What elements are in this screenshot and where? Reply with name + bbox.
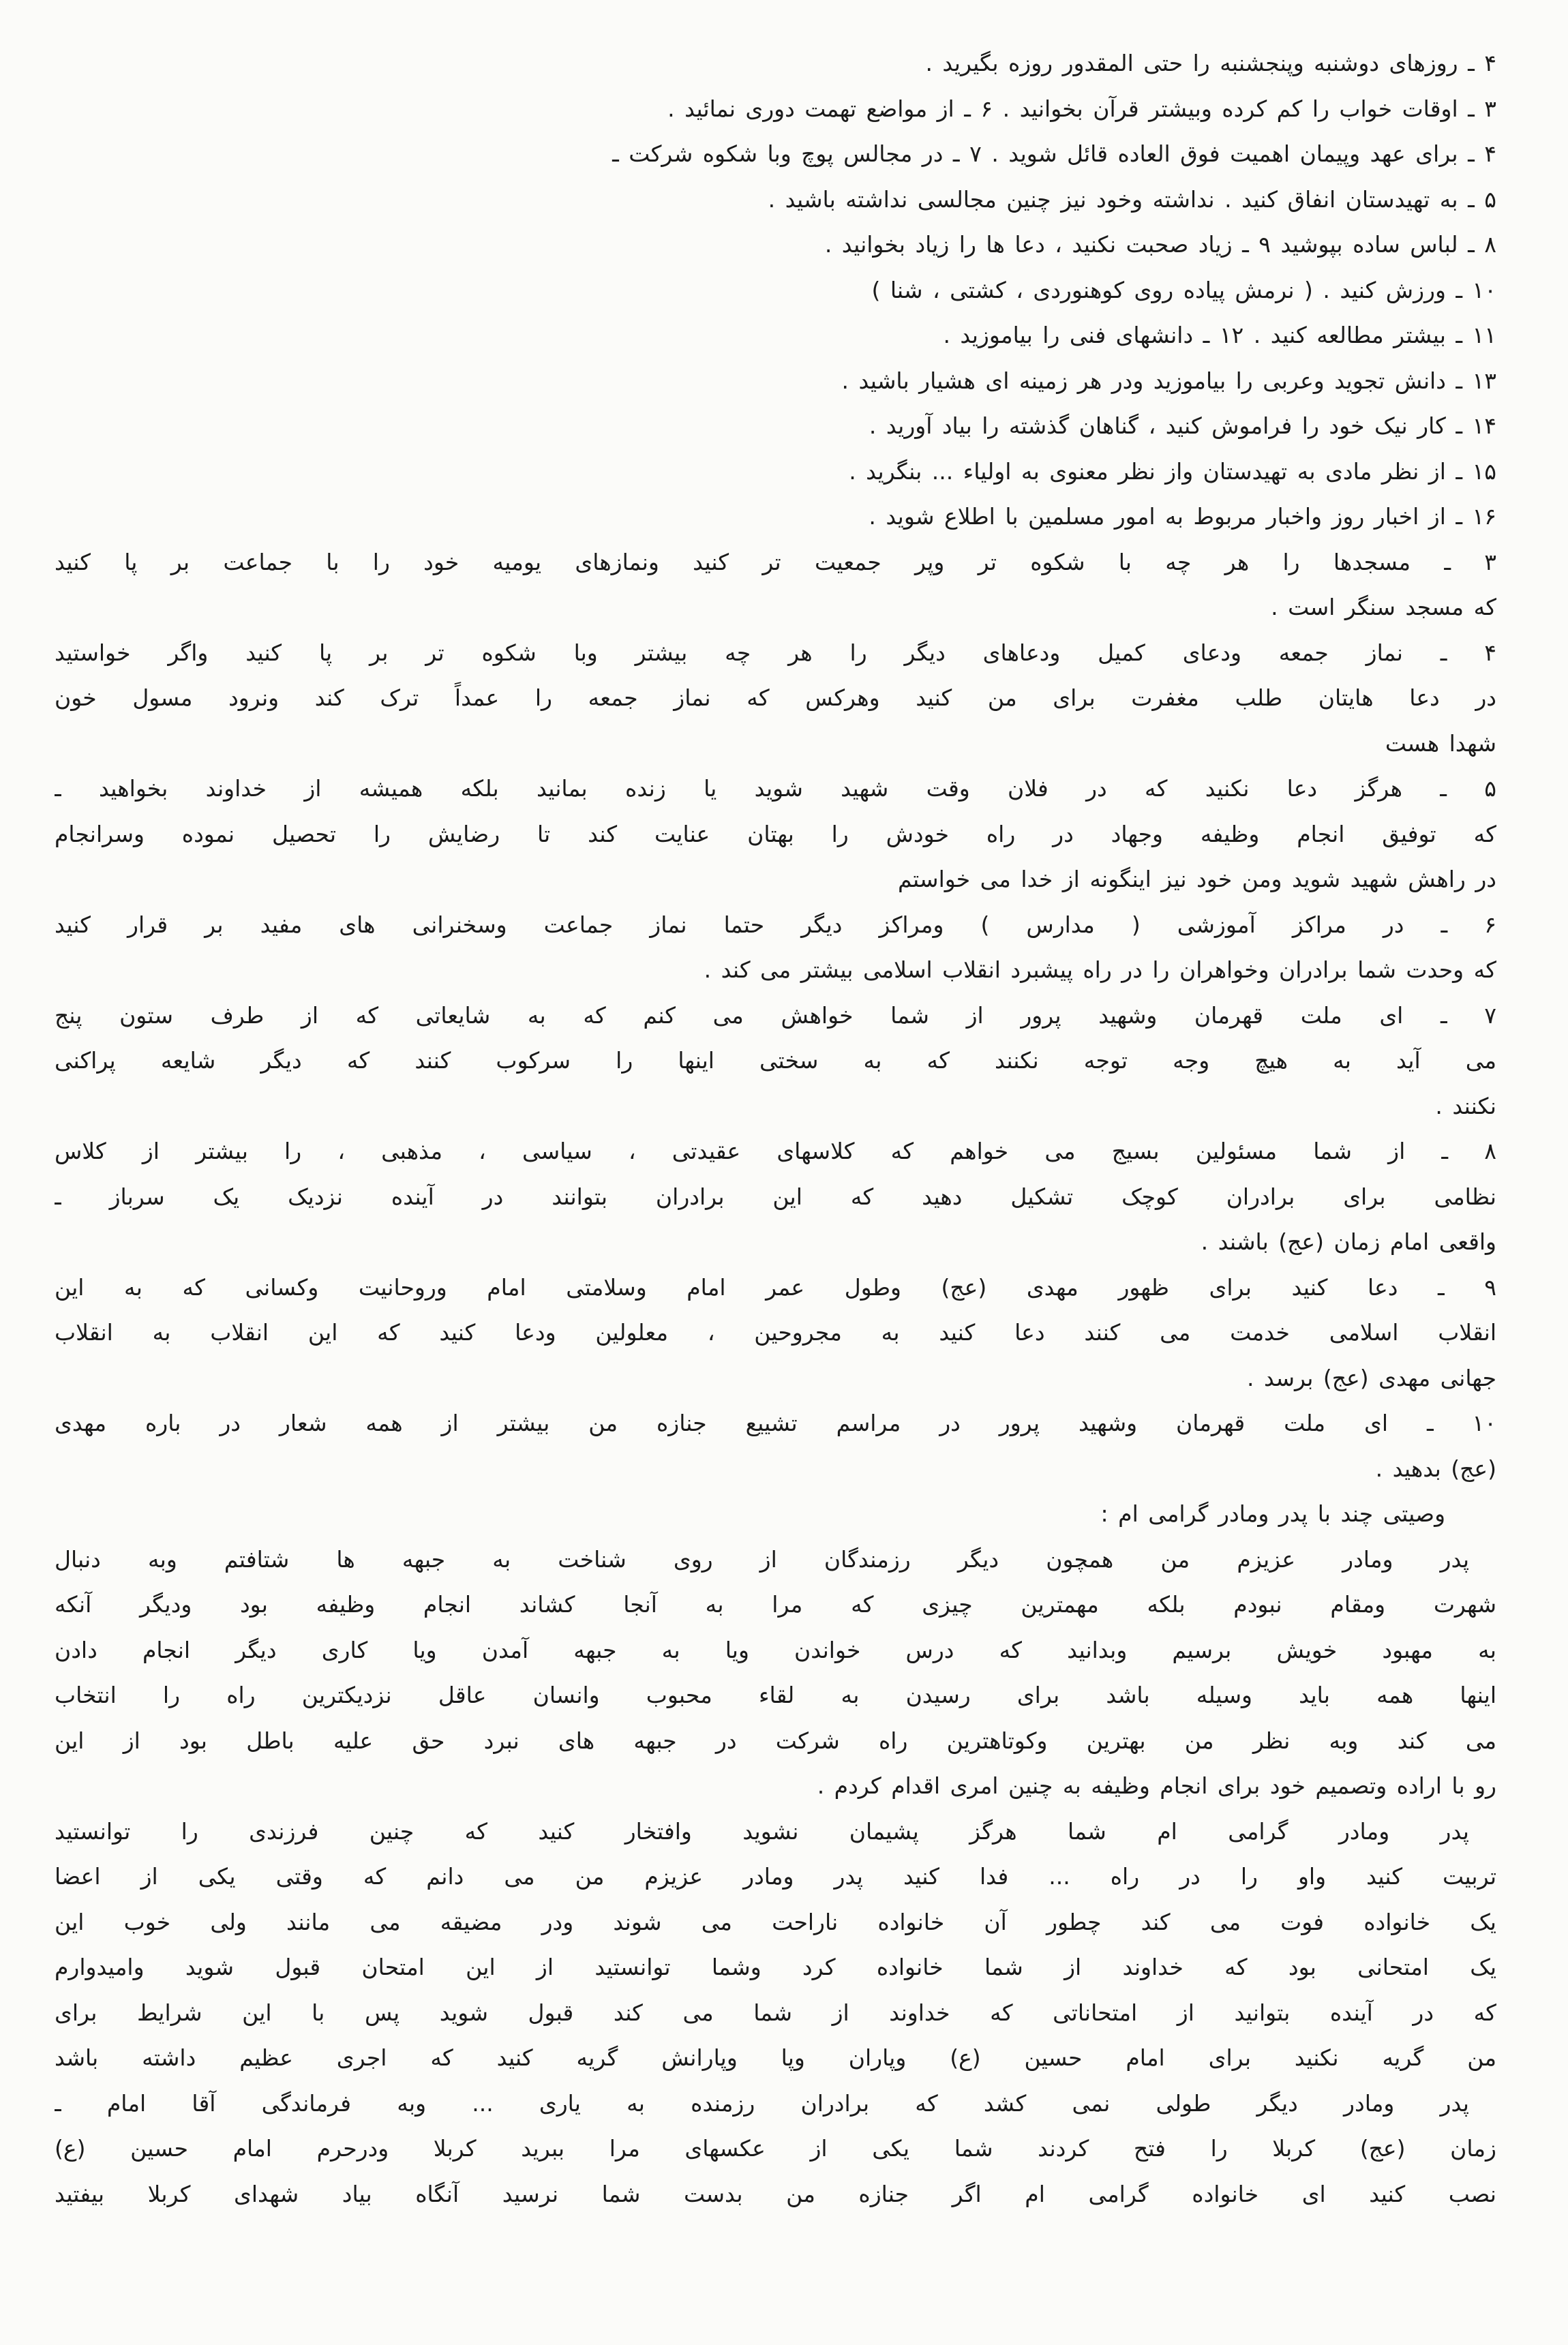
section-heading: وصیتی چند با پدر ومادر گرامی ام : [1100,1500,1445,1527]
text-line: ۵ ـ به تهیدستان انفاق کنید . نداشته وخود نیز چنین مجالسی نداشته باشید . [768,185,1496,213]
text-line: (عج) بدهید . [1375,1455,1496,1482]
text-line: در راهش شهید شوید ومن خود نیز اینگونه از خدا می خواستم [898,866,1496,892]
document-body [55,41,1496,2217]
text-line: ۱۰ ـ ورزش کنید . ( نرمش پیاده روی کوهنوردی ، کشتی ، شنا ) [871,276,1496,303]
text-line: ۱۵ ـ از نظر مادی به تهیدستان واز نظر معنوی به اولیاء ... بنگرید . [849,457,1496,485]
text-line: یک خانواده فوت می کند چطور آن خانواده ناراحت می شوند ودر مضیقه می مانند ولی خوب این [55,1908,1496,1935]
text-line: نظامی برای برادران کوچک تشکیل دهید که این برادران بتوانند در آینده نزدیک یک سرباز ـ [55,1183,1496,1210]
text-line: ۱۳ ـ دانش تجوید وعربی را بیاموزید ودر هر زمینه ای هشیار باشید . [841,367,1496,394]
text-line: به مهبود خویش برسیم وبدانید که درس خواندن ویا به جبهه آمدن ویا کاری دیگر انجام دادن [55,1636,1496,1663]
text-line: یک امتحانی بود که خداوند از شما خانواده کرد وشما توانستید از این امتحان قبول شوید وامیدوارم [55,1954,1496,1980]
text-line: ۱۱ ـ بیشتر مطالعه کنید . ۱۲ ـ دانشهای فنی را بیاموزید . [943,322,1496,348]
text-line: ۵ ـ هرگز دعا نکنید که در فلان وقت شهید شوید یا زنده بمانید بلکه همیشه از خداوند بخواهید ـ [55,775,1496,802]
text-line: که مسجد سنگر است . [1271,594,1496,620]
text-line: ۸ ـ لباس ساده بپوشید ۹ ـ زیاد صحبت نکنید ، دعا ها را زیاد بخوانید . [824,231,1496,258]
text-line: ۱۶ ـ از اخبار روز واخبار مربوط به امور مسلمین با اطلاع شوید . [869,503,1496,530]
text-line: اینها همه باید وسیله باشد برای رسیدن به لقاء محبوب وانسان عاقل نزدیکترین راه را انتخاب [55,1682,1496,1708]
text-line: نصب کنید ای خانواده گرامی ام اگر جنازه من بدست شما نرسید آنگاه بیاد شهدای کربلا بیفتید [55,2180,1496,2207]
text-line: پدر ومادر گرامی ام شما هرگز پشیمان نشوید وافتخار کنید که چنین فرزندی را توانستید [55,1817,1469,1845]
text-line: ۱۴ ـ کار نیک خود را فراموش کنید ، گناهان گذشته را بیاد آورید . [869,412,1496,439]
text-line: پدر ومادر عزیزم من همچون دیگر رزمندگان از روی شناخت به جبهه ها شتافتم وبه دنبال [55,1545,1469,1573]
text-line: جهانی مهدی (عج) برسد . [1247,1364,1496,1391]
text-line: که در آینده بتوانید از امتحاناتی که خداوند از شما می کند قبول شوید پس با این شرایط برای [55,1999,1496,2026]
text-line: شهرت ومقام نبودم بلکه مهمترین چیزی که مرا به آنجا کشاند انجام وظیفه بود ودیگر آنکه [55,1591,1496,1618]
text-line: زمان (عج) کربلا را فتح کردند شما یکی از عکسهای مرا ببرید کربلا ودرحرم امام حسین (ع) [55,2135,1496,2162]
text-line: ۹ ـ دعا کنید برای ظهور مهدی (عج) وطول عمر امام وسلامتی امام وروحانیت وکسانی که به این [55,1273,1496,1301]
text-line: که وحدت شما برادران وخواهران را در راه پیشبرد انقلاب اسلامی بیشتر می کند . [704,956,1496,983]
text-line: می کند وبه نظر من بهترین وکوتاهترین راه شرکت در جبهه های نبرد حق علیه باطل بود از این [55,1727,1496,1754]
text-line: ۸ ـ از شما مسئولین بسیج می خواهم که کلاسهای عقیدتی ، سیاسی ، مذهبی ، را بیشتر از کلاس [55,1138,1496,1164]
text-line: واقعی امام زمان (عج) باشند . [1201,1228,1496,1255]
text-line: ۴ ـ روزهای دوشنبه وپنجشنبه را حتی المقدور روزه بگیرید . [925,50,1496,76]
text-line: انقلاب اسلامی خدمت می کنند دعا کنید به مجروحین ، معلولین ودعا کنید که این انقلاب به انقلاب [55,1319,1496,1346]
text-line: ۶ ـ در مراکز آموزشی ( مدارس ) ومراکز دیگر حتما نماز جماعت وسخنرانی های مفید بر قرار کنید [55,911,1496,938]
text-line: که توفیق انجام وظیفه وجهاد در راه خودش را بهتان عنایت کند تا رضایش را تحصیل نموده وسرانجام [55,820,1496,847]
text-line: در دعا هایتان طلب مغفرت برای من کنید وهرکس که نماز جمعه را عمداً ترک کند ونرود مسول خون [55,684,1496,711]
text-line: ۷ ـ ای ملت قهرمان وشهید پرور از شما خواهش می کنم که به شایعاتی که از طرف ستون پنج [55,1001,1496,1029]
text-line: نکنند . [1435,1092,1496,1119]
text-line: ۱۰ ـ ای ملت قهرمان وشهید پرور در مراسم تشییع جنازه من بیشتر از همه شعار در باره مهدی [55,1410,1496,1436]
text-line: ۴ ـ برای عهد وپیمان اهمیت فوق العاده قائل شوید . ۷ ـ در مجالس پوچ وبا شکوه شرکت ـ [612,140,1496,167]
text-line: می آید به هیچ وجه توجه نکنند که به سختی اینها را سرکوب کنند که دیگر شایعه پراکنی [55,1047,1496,1074]
text-line: من گریه نکنید برای امام حسین (ع) وپاران وپا وپارانش گریه کنید که اجری عظیم داشته باشد [55,2044,1496,2071]
text-line: ۳ ـ اوقات خواب را کم کرده وبیشتر قرآن بخوانید . ۶ ـ از مواضع تهمت دوری نمائید . [667,95,1496,122]
text-line: تربیت کنید واو را در راه ... فدا کنید پدر ومادر عزیزم من می دانم که وقتی یکی از اعضا [55,1863,1496,1890]
text-line: رو با اراده وتصمیم خود برای انجام وظیفه به چنین امری اقدام کردم . [817,1772,1496,1799]
text-line: پدر ومادر دیگر طولی نمی کشد که برادران رزمنده به یاری ... وبه فرماندگی آقا امام ـ [55,2089,1469,2117]
text-line: شهدا هست [1385,729,1496,757]
text-line: ۴ ـ نماز جمعه ودعای کمیل ودعاهای دیگر را هر چه بیشتر وبا شکوه تر بر پا کنید واگر خواستید [55,639,1496,666]
text-line: ۳ ـ مسجدها را هر چه با شکوه تر وپر جمعیت تر کنید ونمازهای یومیه خود را با جماعت بر پا کنید [55,548,1496,575]
